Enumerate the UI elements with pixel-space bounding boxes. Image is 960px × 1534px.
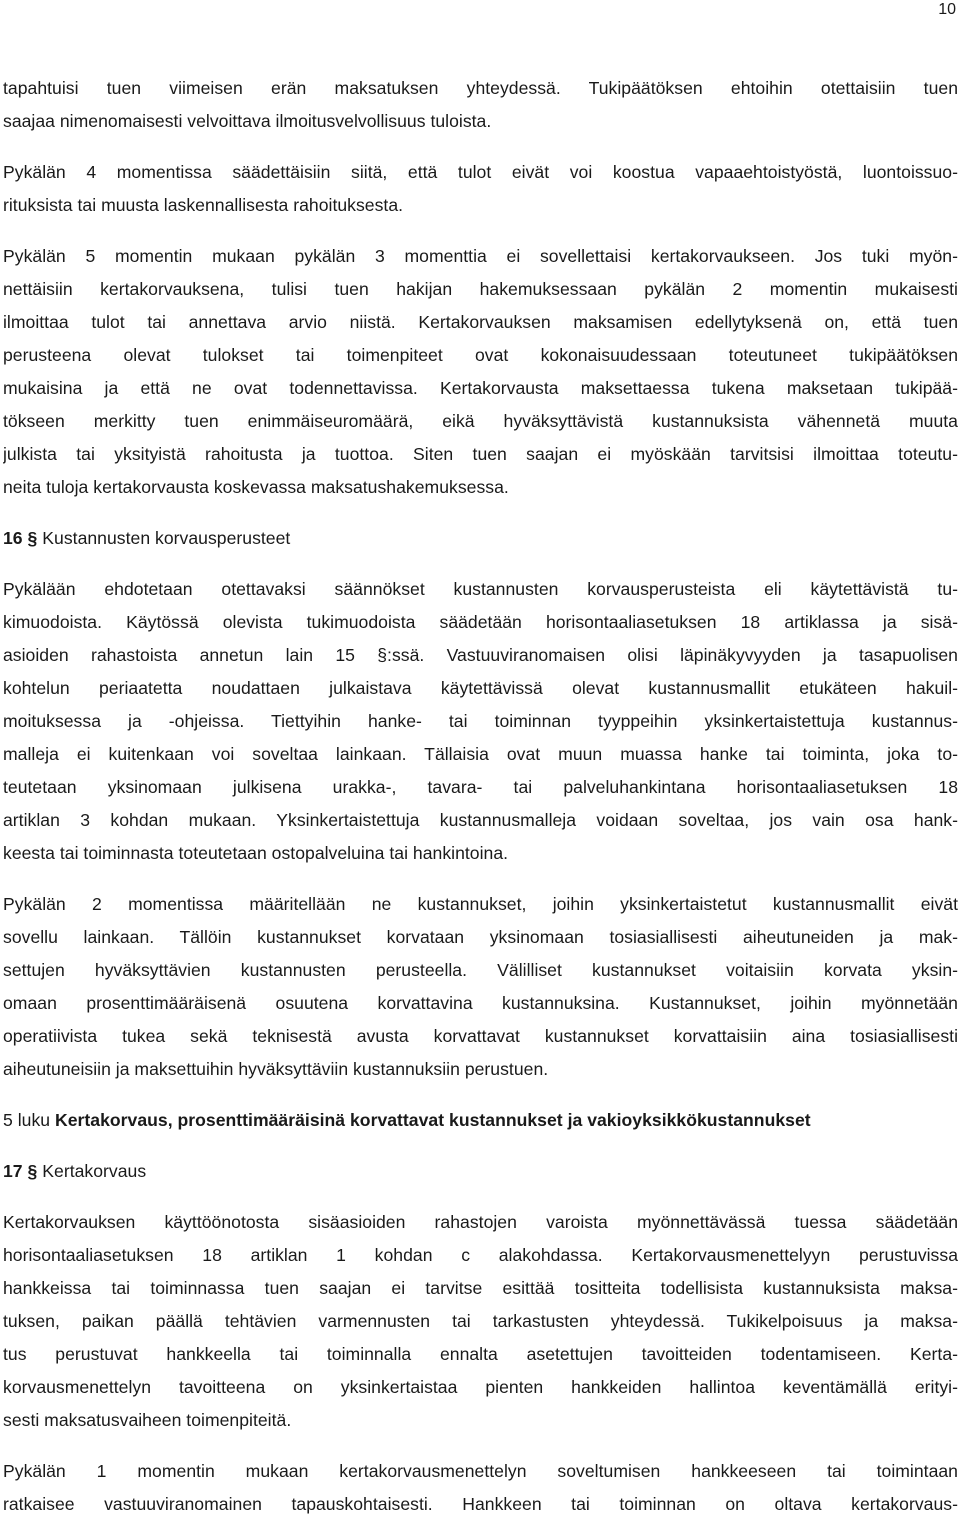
text-line: sesti maksatusvaiheen toimenpiteitä. [3,1410,292,1430]
text-line: rituksista tai muusta laskennallisesta rahoituksesta. [3,195,404,215]
text-line: Pykälään ehdotetaan otettavaksi säännökset kustannusten korvausperusteista eli käytettävistä tu- [3,579,958,599]
paragraph-gap [3,870,958,888]
text-line: Pykälän 2 momentissa määritellään ne kustannukset, joihin yksinkertaistetut kustannusmallit eivät [3,894,958,914]
section-sign: § [27,1161,38,1181]
section-number: 16 [3,528,23,548]
paragraph-gap [3,504,958,522]
paragraph [3,240,958,504]
document-body [3,72,958,1521]
text-line: ilmoittaa tulot tai annettava arvio niistä. Kertakorvauksen maksamisen edellytyksenä on, että tuen [3,312,958,332]
text-line: settujen hyväksyttävien kustannusten perusteella. Välilliset kustannukset voitaisiin korvata yksin- [3,960,958,980]
text-line: kimuodoista. Käytössä olevista tukimuodoista säädetään horisontaaliasetuksen 18 artiklassa ja sisä- [3,612,958,632]
section-sign: § [27,528,38,548]
section-heading [3,1155,958,1188]
paragraph-gap [3,1086,958,1104]
text-line: kohtelun periaatetta noudattaen julkaistava käytettävissä olevat kustannusmallit etukäteen hakuil- [3,678,958,698]
text-line: tapahtuisi tuen viimeisen erän maksatuksen yhteydessä. Tukipäätöksen ehtoihin otettaisiin tuen [3,78,958,98]
section-heading [3,522,958,555]
text-line: teutetaan yksinomaan julkisena urakka-, tavara- tai palveluhankintana horisontaaliasetuksen 18 [3,777,958,797]
paragraph [3,72,958,138]
paragraph [3,156,958,222]
text-line: perusteena olevat tulokset tai toimenpiteet ovat kokonaisuudessaan toteutuneet tukipäätöksen [3,345,958,365]
text-line: aiheutuneisiin ja maksettuihin hyväksyttäviin kustannuksiin perustuen. [3,1059,549,1079]
text-line: tus perustuvat hankkeella tai toiminnalla ennalta asetettujen tavoitteiden todentamiseen. Kerta- [3,1344,958,1364]
text-line: mukaisina ja että ne ovat todennettavissa. Kertakorvausta maksettaessa tukena maksetaan tukipää- [3,378,958,398]
paragraph-gap [3,1137,958,1155]
text-line: horisontaaliasetuksen 18 artiklan 1 kohdan c alakohdassa. Kertakorvausmenettelyyn perustuvissa [3,1245,958,1265]
text-line: saajaa nimenomaisesti velvoittava ilmoitusvelvollisuus tuloista. [3,111,492,131]
text-line: julkista tai yksityistä rahoitusta ja tuottoa. Siten tuen saajan ei myöskään tarvitsisi ilmoittaa toteutu- [3,444,958,464]
paragraph [3,888,958,1086]
text-line: Pykälän 1 momentin mukaan kertakorvausmenettelyn soveltumisen hankkeeseen tai toimintaan [3,1461,958,1481]
text-line: asioiden rahastoista annetun lain 15 §:ssä. Vastuuviranomaisen olisi läpinäkyvyyden ja tasapuolisen [3,645,958,665]
section-number: 17 [3,1161,23,1181]
chapter-prefix: 5 luku [3,1110,51,1130]
chapter-title: Kertakorvaus, prosenttimääräisinä korvattavat kustannukset ja vakioyksikkökustannukset [55,1110,811,1130]
text-line: korvausmenettelyn tavoitteena on yksinkertaistaa pienten hankkeiden hallintoa keventämällä erityi- [3,1377,958,1397]
text-line: neita tuloja kertakorvausta koskevassa maksatushakemuksessa. [3,477,509,497]
paragraph-gap [3,1437,958,1455]
text-line: Pykälän 5 momentin mukaan pykälän 3 momenttia ei sovellettaisi kertakorvaukseen. Jos tuki myön- [3,246,958,266]
text-line: omaan prosenttimääräisenä osuutena korvattavina kustannuksina. Kustannukset, joihin myönnetään [3,993,958,1013]
paragraph-gap [3,222,958,240]
text-line: moituksessa ja -ohjeissa. Tiettyihin hanke- tai toiminnan tyyppeihin yksinkertaistettuja kustannus- [3,711,958,731]
text-line: ratkaisee vastuuviranomainen tapauskohtaisesti. Hankkeen tai toiminnan on oltava kertakorvaus- [3,1494,958,1514]
paragraph [3,573,958,870]
text-line: hankkeissa tai toiminnassa tuen saajan ei tarvitse esittää tositteita todellisista kustannuksista maksa- [3,1278,958,1298]
section-title: Kustannusten korvausperusteet [42,528,291,548]
text-line: malleja ei kuitenkaan voi soveltaa lainkaan. Tällaisia ovat muun muassa hanke tai toiminta, joka to- [3,744,958,764]
section-title: Kertakorvaus [42,1161,147,1181]
text-line: Pykälän 4 momentissa säädettäisiin siitä, että tulot eivät voi koostua vapaaehtoistyöstä, luontoissuo- [3,162,958,182]
text-line: nettäisiin kertakorvauksena, tulisi tuen hakijan hakemuksessaan pykälän 2 momentin mukaisesti [3,279,958,299]
text-line: tökseen merkitty tuen enimmäiseuromäärä, eikä hyväksyttävistä kustannuksista vähennetä muuta [3,411,958,431]
paragraph [3,1455,958,1521]
text-line: tuksen, paikan päällä tehtävien varmennusten tai tarkastusten yhteydessä. Tukikelpoisuus ja maksa- [3,1311,958,1331]
text-line: Kertakorvauksen käyttöönotosta sisäasioiden rahastojen varoista myönnettävässä tuessa säädetään [3,1212,958,1232]
text-line: artiklan 3 kohdan mukaan. Yksinkertaistettuja kustannusmalleja voidaan soveltaa, jos vain osa hank- [3,810,958,830]
chapter-heading [3,1104,958,1137]
text-line: keesta tai toiminnasta toteutetaan ostopalveluina tai hankintoina. [3,843,509,863]
text-line: operatiivista tukea sekä teknisestä avusta korvattavat kustannukset korvattaisiin aina tosiasiallisesti [3,1026,958,1046]
paragraph-gap [3,555,958,573]
text-line: sovellu lainkaan. Tällöin kustannukset korvataan yksinomaan tosiasiallisesti aiheutuneiden ja mak- [3,927,958,947]
paragraph-gap [3,138,958,156]
paragraph [3,1206,958,1437]
page-number: 10 [938,1,956,18]
paragraph-gap [3,1188,958,1206]
